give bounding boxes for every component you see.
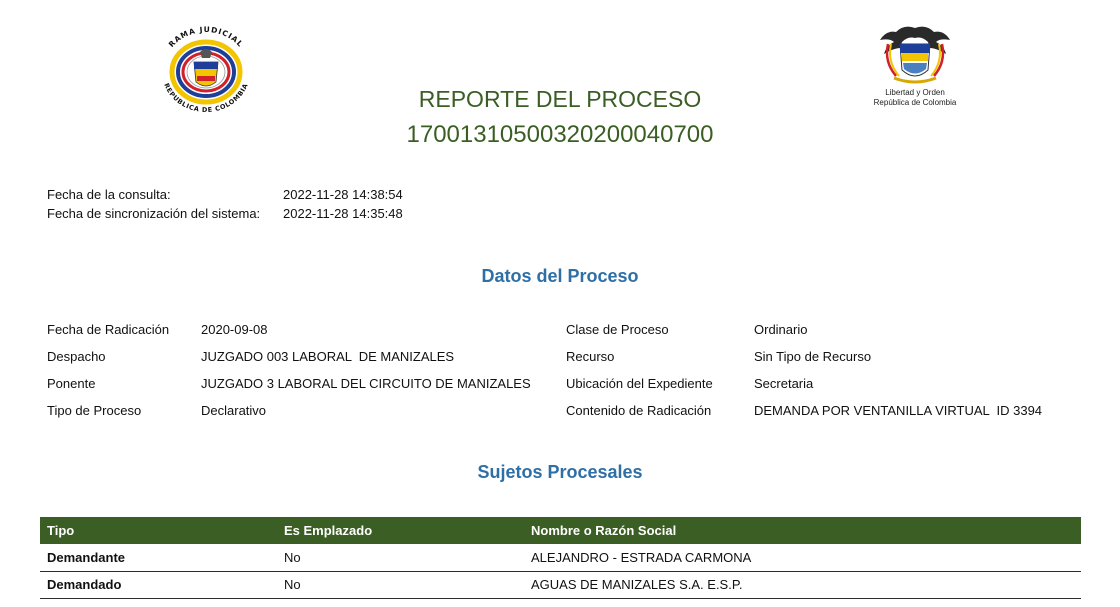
detail-row [566, 320, 1042, 347]
sujetos-section-title: Sujetos Procesales [477, 462, 643, 482]
cell-emplazado: No [277, 544, 524, 571]
table-row [40, 571, 1081, 598]
detail-value: Sin Tipo de Recurso [754, 349, 872, 364]
process-number: 17001310500320200040700 [406, 121, 714, 148]
datos-section-title: Datos del Proceso [481, 266, 639, 286]
column-header-emplazado: Es Emplazado [277, 517, 524, 544]
sujetos-table [40, 517, 1081, 599]
detail-label: Ubicación del Expediente [566, 376, 713, 391]
cell-emplazado: No [277, 571, 524, 598]
seal-caption-country: República de Colombia [873, 98, 957, 107]
detail-value: DEMANDA POR VENTANILLA VIRTUAL ID 3394 [754, 403, 1043, 418]
consulta-label: Fecha de la consulta: [47, 187, 171, 202]
detail-row [566, 374, 1042, 401]
seal-caption-motto: Libertad y Orden [885, 88, 945, 97]
sync-label: Fecha de sincronización del sistema: [47, 206, 261, 221]
detail-row [566, 347, 1042, 374]
cell-nombre: AGUAS DE MANIZALES S.A. E.S.P. [524, 571, 1081, 598]
sync-value: 2022-11-28 14:35:48 [283, 206, 403, 221]
detail-row [47, 401, 531, 428]
consulta-row [47, 185, 403, 204]
detail-row [566, 401, 1042, 428]
detail-row [47, 320, 531, 347]
detail-label: Tipo de Proceso [47, 403, 142, 418]
detail-value: JUZGADO 3 LABORAL DEL CIRCUITO DE MANIZALES [201, 376, 531, 391]
detail-value: Ordinario [754, 322, 808, 337]
query-metadata [47, 185, 403, 223]
seal-text-top: RAMA JUDICIAL [166, 24, 246, 50]
detail-label: Ponente [47, 376, 96, 391]
svg-text:RAMA JUDICIAL [167, 25, 245, 49]
consulta-value: 2022-11-28 14:38:54 [283, 187, 403, 202]
seal-text-bottom: REPUBLICA DE COLOMBIA [162, 81, 250, 114]
detail-label: Contenido de Radicación [566, 403, 712, 418]
datos-right-column [566, 320, 1042, 428]
detail-label: Despacho [47, 349, 106, 364]
detail-value: Declarativo [201, 403, 267, 418]
detail-label: Recurso [566, 349, 615, 364]
detail-label: Clase de Proceso [566, 322, 669, 337]
column-header-nombre: Nombre o Razón Social [524, 517, 1081, 544]
datos-left-column [47, 320, 531, 428]
detail-row [47, 347, 531, 374]
cell-nombre: ALEJANDRO - ESTRADA CARMONA [524, 544, 1081, 571]
report-title: REPORTE DEL PROCESO [418, 86, 702, 112]
column-header-tipo: Tipo [40, 517, 277, 544]
sync-row [47, 204, 403, 223]
detail-row [47, 374, 531, 401]
cell-tipo: Demandado [40, 571, 277, 598]
detail-label: Fecha de Radicación [47, 322, 170, 337]
table-row [40, 544, 1081, 571]
table-header-row [40, 517, 1081, 544]
detail-value: JUZGADO 003 LABORAL DE MANIZALES [201, 349, 455, 364]
detail-value: Secretaria [754, 376, 814, 391]
detail-value: 2020-09-08 [201, 322, 268, 337]
cell-tipo: Demandante [40, 544, 277, 571]
